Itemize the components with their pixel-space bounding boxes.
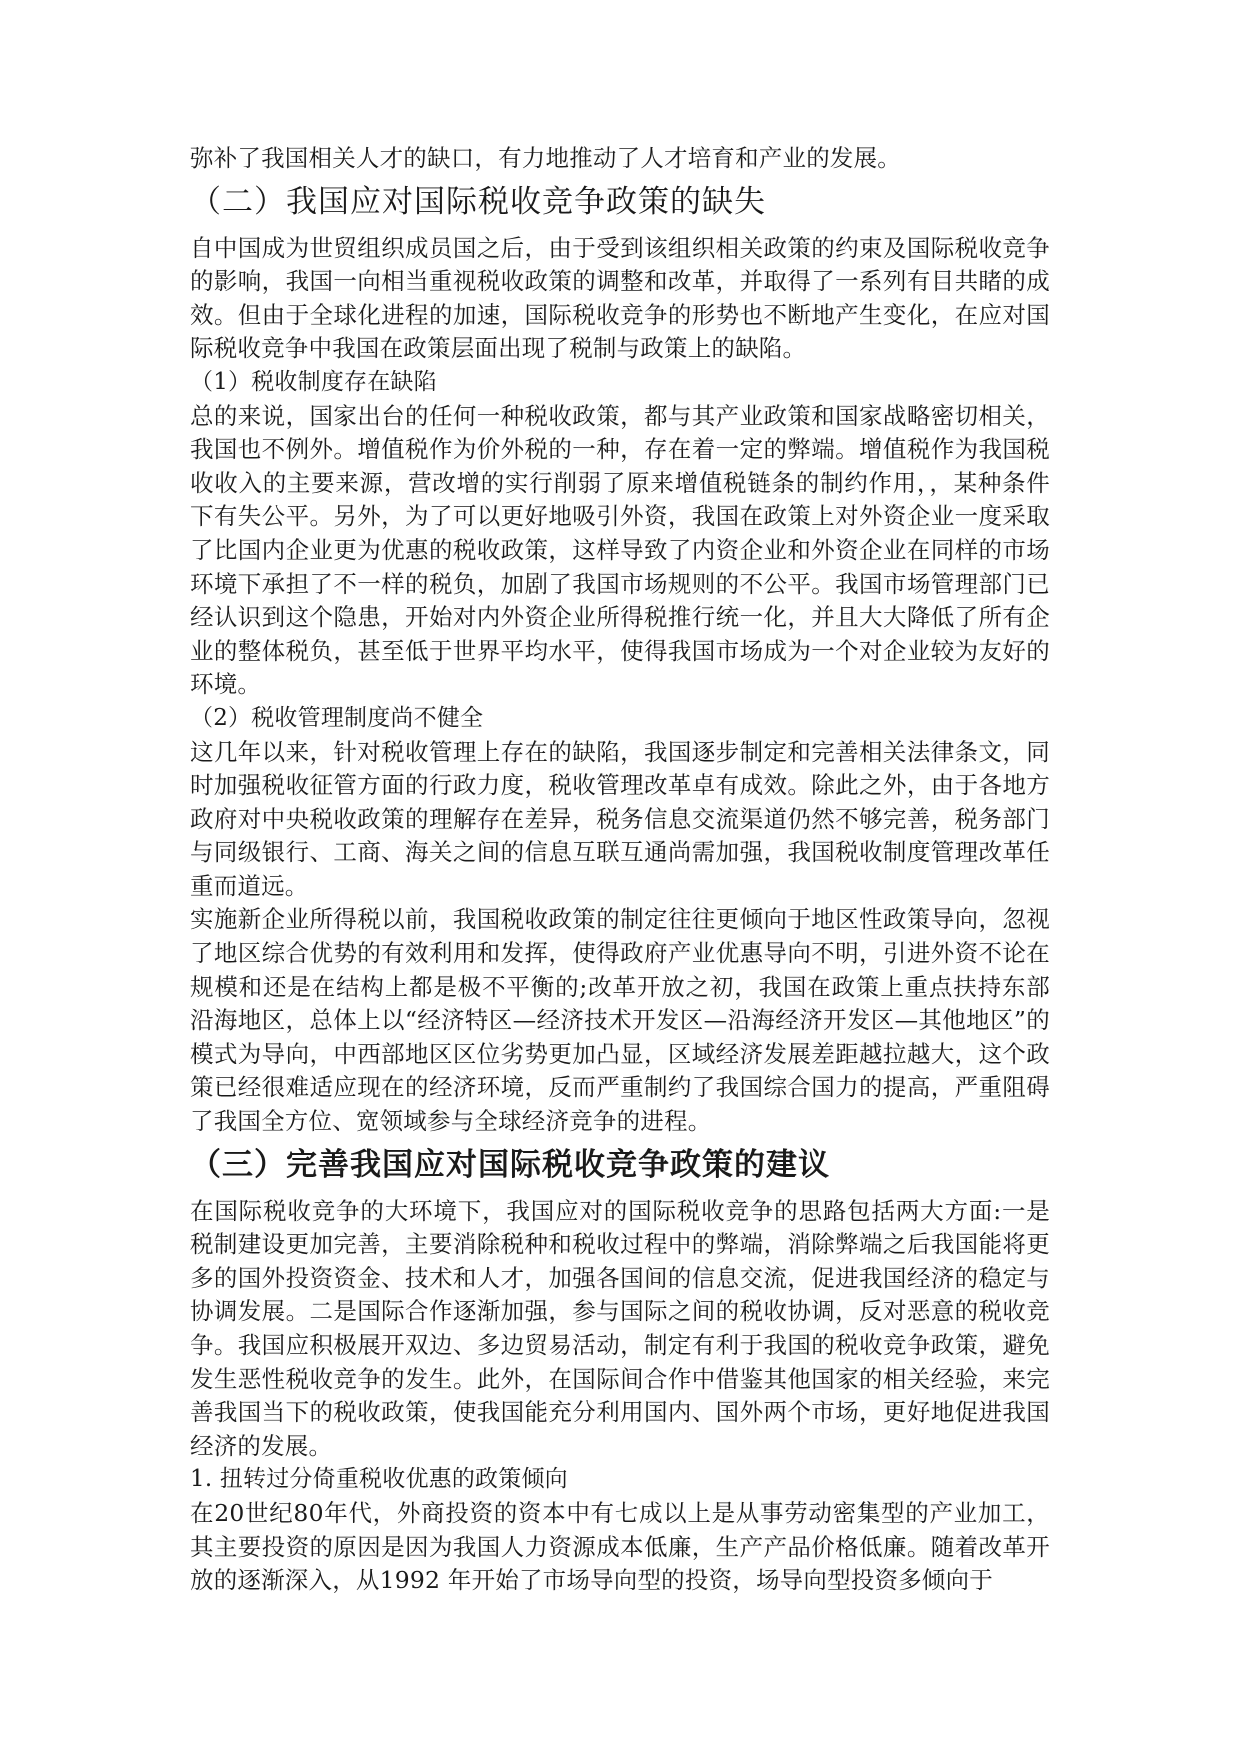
paragraph: 实施新企业所得税以前，我国税收政策的制定往往更倾向于地区性政策导向，忽视了地区综合优势的有效利用和发挥，使得政府产业优惠导向不明，引进外资不论在规模和还是在结构上都是极不平衡的;改革开放之初，我国在政策上重点扶持东部沿海地区，总体上以“经济特区—经济技术开发区—沿海经济开发区—其他地区”的模式为导向，中西部地区区位劣势更加凸显，区域经济发展差距越拉越大，这个政策已经很难适应现在的经济环境，反而严重制约了我国综合国力的提高，严重阻碍了我国全方位、宽领域参与全球经济竞争的进程。 <box>190 905 1050 1136</box>
paragraph: 弥补了我国相关人才的缺口，有力地推动了人才培育和产业的发展。 <box>190 144 901 172</box>
subheading: （2）税收管理制度尚不健全 <box>190 704 484 731</box>
paragraph: 在20世纪80年代，外商投资的资本中有七成以上是从事劳动密集型的产业加工，其主要投资的原因是因为我国人力资源成本低廉，生产产品价格低廉。随着改革开放的逐渐深入，从1992 年开始了市场导向型的投资，场导向型投资多倾向于 <box>190 1498 1050 1595</box>
subheading: （1）税收制度存在缺陷 <box>190 368 437 395</box>
document-body <box>190 142 1050 1598</box>
subheading: 1. 扭转过分倚重税收优惠的政策倾向 <box>190 1466 568 1493</box>
paragraph: 这几年以来，针对税收管理上存在的缺陷，我国逐步制定和完善相关法律条文，同时加强税收征管方面的行政力度，税收管理改革卓有成效。除此之外，由于各地方政府对中央税收政策的理解存在差异，税务信息交流渠道仍然不够完善，税务部门与同级银行、工商、海关之间的信息互联互通尚需加强，我国税收制度管理改革任重而道远。 <box>190 737 1050 900</box>
section-heading: （二）我国应对国际税收竞争政策的缺失 <box>190 183 766 220</box>
paragraph: 在国际税收竞争的大环境下，我国应对的国际税收竞争的思路包括两大方面:一是税制建设更加完善，主要消除税种和税收过程中的弊端，消除弊端之后我国能将更多的国外投资资金、技术和人才，加强各国间的信息交流，促进我国经济的稳定与协调发展。二是国际合作逐渐加强，参与国际之间的税收协调，反对恶意的税收竞争。我国应积极展开双边、多边贸易活动，制定有利于我国的税收竞争政策，避免发生恶性税收竞争的发生。此外，在国际间合作中借鉴其他国家的相关经验，来完善我国当下的税收政策，使我国能充分利用国内、国外两个市场，更好地促进我国经济的发展。 <box>190 1196 1050 1460</box>
paragraph: 总的来说，国家出台的任何一种税收政策，都与其产业政策和国家战略密切相关，我国也不例外。增值税作为价外税的一种，存在着一定的弊端。增值税作为我国税收收入的主要来源，营改增的实行削弱了原来增值税链条的制约作用，，某种条件下有失公平。另外，为了可以更好地吸引外资，我国在政策上对外资企业一度采取了比国内企业更为优惠的税收政策，这样导致了内资企业和外资企业在同样的市场环境下承担了不一样的税负，加剧了我国市场规则的不公平。我国市场管理部门已经认识到这个隐患，开始对内外资企业所得税推行统一化，并且大大降低了所有企业的整体税负，甚至低于世界平均水平，使得我国市场成为一个对企业较为友好的环境。 <box>190 401 1050 699</box>
section-heading: （三）完善我国应对国际税收竞争政策的建议 <box>190 1146 830 1183</box>
paragraph: 自中国成为世贸组织成员国之后，由于受到该组织相关政策的约束及国际税收竞争的影响，我国一向相当重视税收政策的调整和改革，并取得了一系列有目共睹的成效。但由于全球化进程的加速，国际税收竞争的形势也不断地产生变化，在应对国际税收竞争中我国在政策层面出现了税制与政策上的缺陷。 <box>190 233 1050 363</box>
